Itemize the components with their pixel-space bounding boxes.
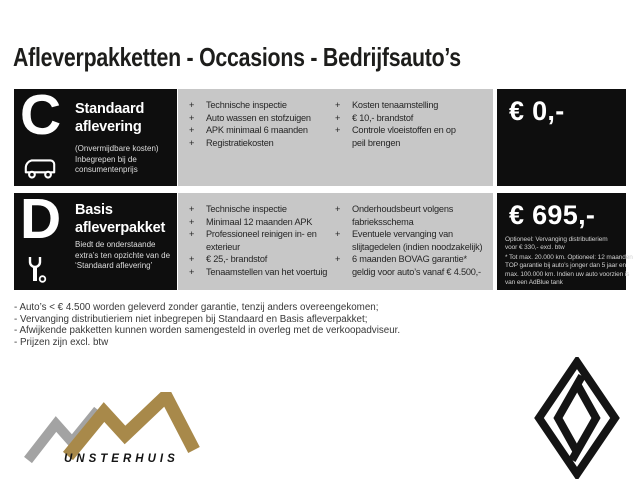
package-item: + APK minimaal 6 maanden bbox=[189, 125, 308, 136]
items-column-2 bbox=[335, 203, 493, 279]
plus-bullet: + bbox=[335, 229, 341, 240]
plus-bullet: + bbox=[335, 204, 341, 214]
package-name-line: Standaard bbox=[75, 101, 145, 117]
munsterhuis-logo bbox=[22, 392, 237, 474]
plus-bullet: + bbox=[189, 204, 195, 214]
footnote-line: - Auto’s < € 4.500 worden geleverd zonder garantie, tenzij anders overeengekomen; bbox=[14, 302, 379, 313]
package-description bbox=[75, 240, 170, 272]
price-note-optional: Optioneel: Vervanging distributieriem voor € 330,- excl. btw bbox=[505, 236, 608, 252]
package-letter: D bbox=[20, 187, 62, 251]
renault-diamond-logo bbox=[533, 357, 621, 484]
package-item: + Professioneel reinigen in- en exterieur bbox=[189, 229, 317, 252]
plus-bullet: + bbox=[335, 125, 341, 136]
items-column-1 bbox=[189, 203, 331, 279]
package-name-line: aflevering bbox=[75, 118, 142, 135]
footnote-line: - Vervanging distributieriem niet inbegrepen bij Standaard en Basis afleverpakket; bbox=[14, 313, 368, 325]
package-letter: C bbox=[20, 83, 62, 147]
package-description-line: (Onvermijdbare kosten) bbox=[75, 144, 159, 153]
plus-bullet: + bbox=[189, 100, 195, 110]
package-description-line: Inbegrepen bij de bbox=[75, 154, 137, 164]
package-item: + € 10,- brandstof bbox=[335, 112, 414, 123]
package-item: + € 25,- brandstof bbox=[189, 254, 268, 265]
plus-bullet: + bbox=[335, 254, 341, 265]
package-description-line: consumentenprijs bbox=[75, 165, 138, 174]
items-column-1 bbox=[189, 99, 331, 149]
package-item: + Technische inspectie bbox=[189, 204, 287, 214]
package-items-card bbox=[178, 89, 493, 186]
page-title: Afleverpakketten - Occasions - Bedrijfsauto’s bbox=[13, 42, 461, 72]
package-description bbox=[75, 144, 159, 176]
dealer-wordmark: UNSTERHUIS bbox=[64, 453, 179, 465]
package-name bbox=[75, 202, 165, 237]
package-description-line: extra’s ten opzichte van de bbox=[75, 250, 171, 260]
package-item: + Onderhoudsbeurt volgens fabrieksschema bbox=[335, 204, 454, 227]
package-info-card bbox=[14, 83, 177, 186]
plus-bullet: + bbox=[189, 112, 195, 123]
package-item: + Kosten tenaamstelling bbox=[335, 100, 439, 110]
package-items-card bbox=[178, 193, 493, 290]
footnote-line: - Afwijkende pakketten kunnen worden samengesteld in overleg met de verkoopadviseur. bbox=[14, 325, 401, 337]
package-name-line: Basis bbox=[75, 202, 113, 218]
package-item: + Minimaal 12 maanden APK bbox=[189, 216, 313, 227]
package-price-card bbox=[497, 89, 626, 186]
package-name bbox=[75, 101, 144, 136]
package-price: € 695,- bbox=[509, 200, 596, 230]
wrench-icon bbox=[23, 255, 47, 288]
footnote-line: - Prijzen zijn excl. btw bbox=[14, 337, 109, 349]
package-name-line: afleverpakket bbox=[75, 219, 166, 236]
package-item: + Auto wassen en stofzuigen bbox=[189, 112, 311, 123]
plus-bullet: + bbox=[335, 100, 341, 110]
plus-bullet: + bbox=[189, 254, 195, 265]
package-item: + 6 maanden BOVAG garantie* geldig voor auto’s vanaf € 4.500,- bbox=[335, 254, 481, 277]
items-column-2 bbox=[335, 99, 493, 149]
package-price-card bbox=[497, 193, 633, 290]
plus-bullet: + bbox=[189, 229, 195, 240]
plus-bullet: + bbox=[189, 137, 195, 148]
package-info-card bbox=[14, 187, 177, 290]
plus-bullet: + bbox=[335, 112, 341, 123]
package-price: € 0,- bbox=[509, 96, 565, 126]
package-item: + Registratiekosten bbox=[189, 137, 274, 148]
footnotes bbox=[14, 302, 400, 349]
package-description-line: ‘Standaard aflevering’ bbox=[75, 261, 153, 270]
package-item: + Eventuele vervanging van slijtagedelen (indien noodzakelijk) bbox=[335, 229, 483, 252]
package-item: + Controle vloeistoffen en op peil brengen bbox=[335, 125, 456, 148]
van-icon bbox=[22, 158, 58, 185]
price-note-warranty: * Tot max. 20.000 km. Optioneel: 12 maanden TOP garantie bij auto’s jonger dan 5 jaar en max. 100.000 km. Indien uw auto voorzien is van een AdBlue tank bbox=[505, 254, 633, 287]
package-item: + Technische inspectie bbox=[189, 100, 287, 110]
plus-bullet: + bbox=[189, 216, 195, 227]
plus-bullet: + bbox=[189, 266, 195, 277]
plus-bullet: + bbox=[189, 125, 195, 136]
package-item: + Tenaamstellen van het voertuig bbox=[189, 266, 328, 277]
package-description-line: Biedt de onderstaande bbox=[75, 240, 156, 249]
